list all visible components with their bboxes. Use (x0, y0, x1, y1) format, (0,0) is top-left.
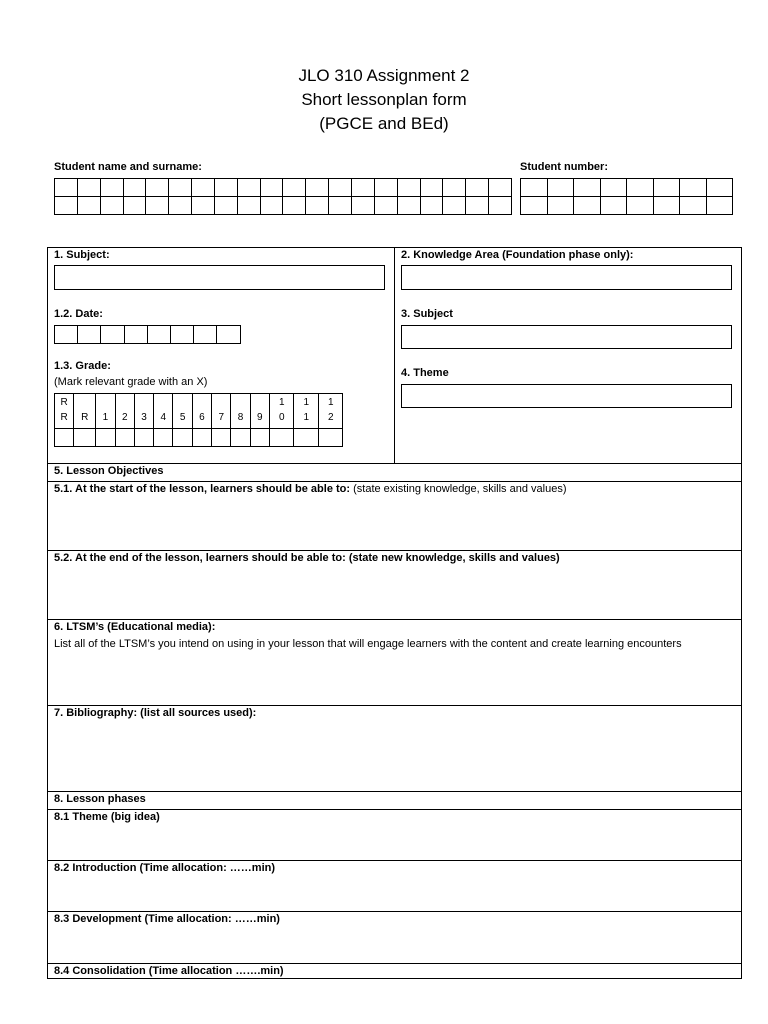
entry-cell[interactable] (521, 179, 548, 197)
grade-option: 2 (115, 394, 134, 429)
grade-option: 1 0 (269, 394, 294, 429)
entry-cell[interactable] (466, 197, 489, 215)
grade-mark-cell[interactable] (192, 429, 211, 447)
grade-mark-cell[interactable] (134, 429, 153, 447)
entry-cell[interactable] (237, 197, 260, 215)
entry-cell[interactable] (329, 197, 352, 215)
ltsm-label[interactable]: 6. LTSM’s (Educational media): (54, 621, 216, 633)
top-section-divider (394, 247, 395, 464)
entry-cell[interactable] (78, 326, 101, 344)
entry-cell[interactable] (100, 179, 123, 197)
entry-cell[interactable] (351, 179, 374, 197)
entry-cell[interactable] (194, 326, 217, 344)
entry-cell[interactable] (397, 197, 420, 215)
grade-option: 1 2 (318, 394, 343, 429)
grade-mark-cell[interactable] (250, 429, 269, 447)
grade-option: R R (55, 394, 74, 429)
entry-cell[interactable] (547, 197, 574, 215)
title-line-2: Short lessonplan form (301, 90, 467, 109)
grade-mark-cell[interactable] (55, 429, 74, 447)
grade-option: 9 (250, 394, 269, 429)
entry-cell[interactable] (170, 326, 193, 344)
student-number-grid[interactable] (520, 178, 733, 215)
entry-cell[interactable] (192, 197, 215, 215)
entry-cell[interactable] (574, 179, 601, 197)
grade-mark-cell[interactable] (154, 429, 173, 447)
entry-cell[interactable] (600, 179, 627, 197)
grade-table[interactable] (54, 393, 343, 447)
grade-option: 7 (212, 394, 231, 429)
entry-cell[interactable] (680, 179, 707, 197)
entry-cell[interactable] (706, 179, 733, 197)
subject3-label: 3. Subject (401, 308, 453, 320)
phase-consolidation-label[interactable]: 8.4 Consolidation (Time allocation …….min) (54, 965, 284, 977)
entry-cell[interactable] (374, 197, 397, 215)
entry-cell[interactable] (466, 179, 489, 197)
entry-cell[interactable] (214, 179, 237, 197)
entry-cell[interactable] (627, 179, 654, 197)
student-number-label: Student number: (520, 161, 608, 173)
entry-cell[interactable] (214, 197, 237, 215)
knowledge-area-input[interactable] (401, 265, 732, 290)
grade-option: R (74, 394, 96, 429)
entry-cell[interactable] (574, 197, 601, 215)
bibliography-label[interactable]: 7. Bibliography: (list all sources used): (54, 707, 257, 719)
theme-label: 4. Theme (401, 367, 449, 379)
entry-cell[interactable] (489, 179, 512, 197)
grade-label: 1.3. Grade: (54, 360, 111, 372)
phase-introduction-label[interactable]: 8.2 Introduction (Time allocation: ……min) (54, 862, 276, 874)
subject-input[interactable] (54, 265, 385, 290)
grade-mark-cell[interactable] (74, 429, 96, 447)
entry-cell[interactable] (124, 326, 147, 344)
entry-cell[interactable] (489, 197, 512, 215)
subject-label: 1. Subject: (54, 249, 110, 261)
entry-cell[interactable] (329, 179, 352, 197)
entry-cell[interactable] (100, 197, 123, 215)
entry-cell[interactable] (443, 197, 466, 215)
phase-theme-label[interactable]: 8.1 Theme (big idea) (54, 811, 160, 823)
entry-cell[interactable] (374, 179, 397, 197)
grade-mark-cell[interactable] (212, 429, 231, 447)
entry-cell[interactable] (306, 197, 329, 215)
entry-cell[interactable] (443, 179, 466, 197)
entry-cell[interactable] (123, 197, 146, 215)
entry-cell[interactable] (146, 197, 169, 215)
grade-hint: (Mark relevant grade with an X) (54, 376, 208, 388)
entry-cell[interactable] (420, 197, 443, 215)
title-line-3: (PGCE and BEd) (319, 114, 449, 133)
grade-option: 5 (173, 394, 192, 429)
phase-development-label[interactable]: 8.3 Development (Time allocation: ……min) (54, 913, 280, 925)
entry-cell[interactable] (77, 179, 100, 197)
entry-cell[interactable] (169, 179, 192, 197)
entry-cell[interactable] (77, 197, 100, 215)
grade-mark-cell[interactable] (231, 429, 250, 447)
title-line-1: JLO 310 Assignment 2 (298, 66, 470, 85)
grade-option: 1 (96, 394, 115, 429)
grade-option: 3 (134, 394, 153, 429)
knowledge-area-label: 2. Knowledge Area (Foundation phase only): (401, 249, 634, 261)
entry-cell[interactable] (306, 179, 329, 197)
entry-cell[interactable] (123, 179, 146, 197)
entry-cell[interactable] (627, 197, 654, 215)
entry-cell[interactable] (547, 179, 574, 197)
entry-cell[interactable] (147, 326, 170, 344)
entry-cell[interactable] (283, 197, 306, 215)
entry-cell[interactable] (351, 197, 374, 215)
entry-cell[interactable] (169, 197, 192, 215)
theme-input[interactable] (401, 384, 732, 408)
lesson-phases-heading: 8. Lesson phases (54, 793, 146, 805)
date-label: 1.2. Date: (54, 308, 103, 320)
entry-cell[interactable] (653, 197, 680, 215)
entry-cell[interactable] (55, 179, 78, 197)
entry-cell[interactable] (680, 197, 707, 215)
grade-option: 6 (192, 394, 211, 429)
entry-cell[interactable] (283, 179, 306, 197)
grade-option: 4 (154, 394, 173, 429)
entry-cell[interactable] (101, 326, 124, 344)
entry-cell[interactable] (600, 197, 627, 215)
entry-cell[interactable] (192, 179, 215, 197)
entry-cell[interactable] (397, 179, 420, 197)
grade-mark-cell[interactable] (96, 429, 115, 447)
objective-end-label[interactable]: 5.2. At the end of the lesson, learners should be able to: (state new knowledge, skills and values) (54, 552, 560, 564)
subject3-input[interactable] (401, 325, 732, 349)
objective-start-label[interactable]: 5.1. At the start of the lesson, learners should be able to: (state existing knowledge, skills and values) (54, 483, 567, 495)
entry-cell[interactable] (521, 197, 548, 215)
grade-mark-cell[interactable] (115, 429, 134, 447)
entry-cell[interactable] (55, 326, 78, 344)
entry-cell[interactable] (260, 179, 283, 197)
entry-cell[interactable] (146, 179, 169, 197)
grade-option: 8 (231, 394, 250, 429)
entry-cell[interactable] (217, 326, 240, 344)
grade-mark-cell[interactable] (318, 429, 343, 447)
grade-mark-cell[interactable] (269, 429, 294, 447)
lesson-objectives-heading: 5. Lesson Objectives (54, 465, 164, 477)
student-name-grid[interactable] (54, 178, 512, 215)
grade-mark-cell[interactable] (173, 429, 192, 447)
entry-cell[interactable] (653, 179, 680, 197)
entry-cell[interactable] (420, 179, 443, 197)
grade-option: 1 1 (294, 394, 319, 429)
date-grid[interactable] (54, 325, 241, 344)
entry-cell[interactable] (260, 197, 283, 215)
entry-cell[interactable] (706, 197, 733, 215)
grade-mark-cell[interactable] (294, 429, 319, 447)
entry-cell[interactable] (55, 197, 78, 215)
entry-cell[interactable] (237, 179, 260, 197)
ltsm-hint: List all of the LTSM’s you intend on using in your lesson that will engage learners with the content and create learning encounters (54, 638, 682, 650)
student-name-label: Student name and surname: (54, 161, 202, 173)
